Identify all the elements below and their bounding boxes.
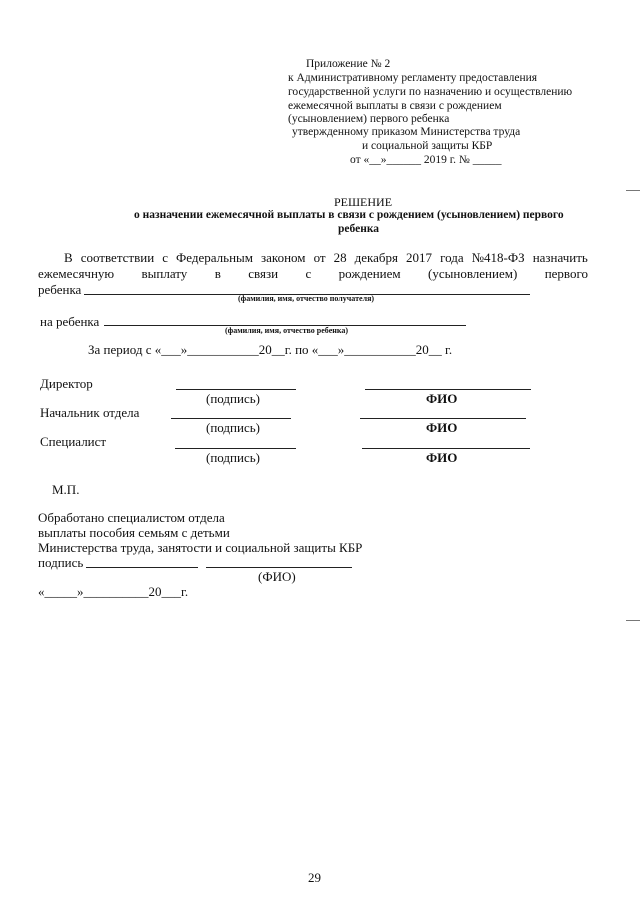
director-sign-line[interactable] [176, 389, 296, 390]
word: связи [248, 266, 279, 281]
specialist-sign-caption: (подпись) [206, 450, 260, 465]
specialist-name-line[interactable] [362, 448, 530, 449]
department-head-name-caption: ФИО [426, 420, 458, 435]
processed-sign-line[interactable] [86, 567, 198, 568]
role-department-head: Начальник отдела [40, 405, 140, 420]
on-child-label: на ребенка [40, 314, 100, 329]
processed-line-2: выплаты пособия семьям с детьми [38, 525, 230, 540]
paragraph-line-2 [38, 266, 588, 282]
header-line: государственной услуги по назначению и осуществлению [288, 86, 573, 98]
director-sign-caption: (подпись) [206, 391, 260, 406]
word: в [214, 266, 221, 281]
department-head-name-line[interactable] [360, 418, 526, 419]
word: рождением [338, 266, 401, 281]
document-subtitle: о назначении ежемесячной выплаты в связи с рождением (усыновлением) первого [134, 209, 564, 221]
header-date-line: от «__»______ 2019 г. № _____ [350, 154, 502, 166]
word: с [162, 250, 168, 265]
processed-sign-label: подпись [38, 555, 84, 570]
processed-line-1: Обработано специалистом отдела [38, 510, 225, 525]
scan-edge-mark [626, 620, 640, 621]
processed-date: «_____»__________20___г. [38, 584, 189, 599]
director-name-line[interactable] [365, 389, 531, 390]
header-line: и социальной защиты КБР [362, 140, 493, 152]
header-line: к Административному регламенту предоставления [288, 72, 538, 84]
word: с [305, 266, 312, 281]
document-subtitle-end: ребенка [338, 223, 380, 235]
header-line: утвержденному приказом Министерства труда [292, 126, 521, 138]
word: выплату [141, 266, 188, 281]
word: 28 [333, 250, 347, 265]
word: Федеральным [176, 250, 253, 265]
word: назначить [532, 250, 588, 265]
role-director: Директор [40, 376, 93, 391]
word: декабря [354, 250, 399, 265]
word: (усыновлением) [428, 266, 518, 281]
paragraph-line-1 [64, 250, 588, 266]
recipient-caption: (фамилия, имя, отчество получателя) [238, 294, 375, 303]
director-name-caption: ФИО [426, 391, 458, 406]
role-specialist: Специалист [40, 434, 107, 449]
appendix-number: Приложение № 2 [306, 58, 391, 70]
specialist-sign-line[interactable] [175, 448, 296, 449]
processed-line-3: Министерства труда, занятости и социальной защиты КБР [38, 540, 363, 555]
document-title: РЕШЕНИЕ [333, 195, 393, 209]
word: В [64, 250, 73, 265]
processed-fio-caption: (ФИО) [258, 569, 296, 584]
word: первого [544, 266, 588, 281]
stamp-label: М.П. [52, 482, 80, 497]
child-label: ребенка [38, 282, 82, 297]
department-head-sign-caption: (подпись) [206, 420, 260, 435]
period-line: За период с «___»___________20__г. по «___»___________20__ г. [88, 342, 453, 357]
word: ежемесячную [38, 266, 115, 281]
child-caption: (фамилия, имя, отчество ребенка) [225, 326, 349, 335]
word: 2017 [406, 250, 433, 265]
word: года [440, 250, 464, 265]
word: соответствии [80, 250, 155, 265]
header-line: (усыновлением) первого ребенка [288, 113, 450, 125]
department-head-sign-line[interactable] [171, 418, 291, 419]
word: №418-ФЗ [471, 250, 525, 265]
header-line: ежемесячной выплаты в связи с рождением [288, 100, 502, 112]
specialist-name-caption: ФИО [426, 450, 458, 465]
processed-fio-line[interactable] [206, 567, 352, 568]
word: законом [261, 250, 306, 265]
scan-edge-mark [626, 190, 640, 191]
word: от [313, 250, 326, 265]
page-number: 29 [308, 870, 321, 885]
